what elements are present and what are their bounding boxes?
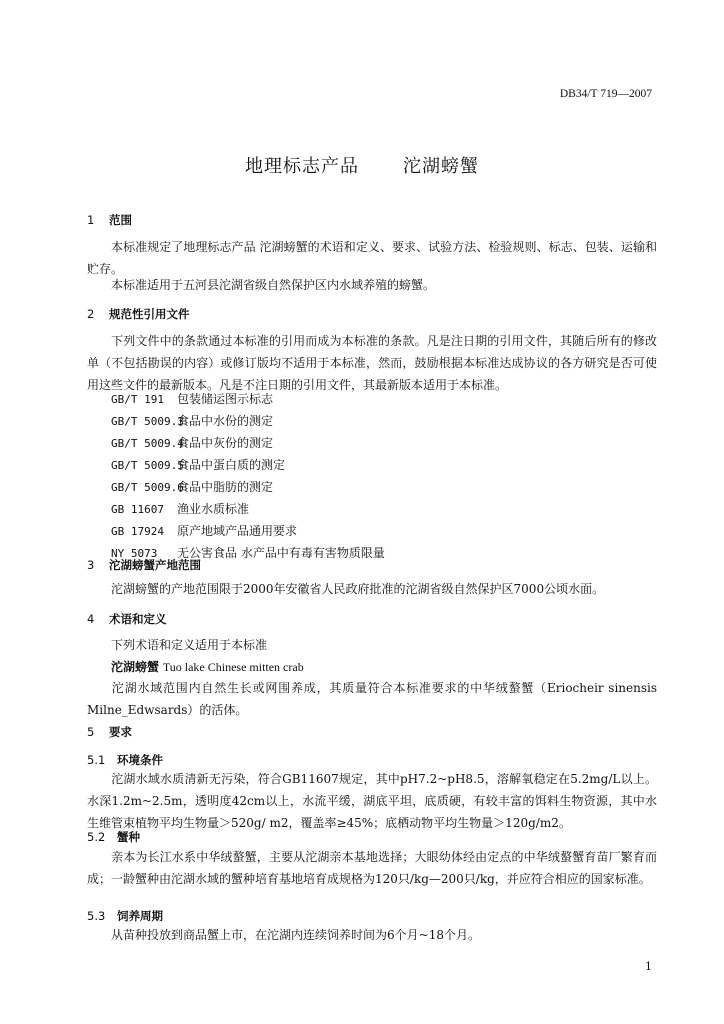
section-3-paragraph-1: 沱湖螃蟹的产地范围限于2000年安徽省人民政府批准的沱湖省级自然保护区7000公顷水面。 [111, 582, 605, 596]
section-1-heading [87, 212, 132, 228]
reference-item: GB/T 5009.5食品中蛋白质的测定 [111, 458, 286, 472]
section-title: 饲养周期 [117, 909, 163, 923]
section-5-2-heading [87, 829, 140, 845]
section-5-3-heading [87, 908, 163, 924]
section-4-heading [87, 611, 167, 627]
section-number: 5.3 [87, 909, 106, 923]
section-title: 环境条件 [117, 753, 163, 767]
section-5-3-paragraph: 从苗种投放到商品蟹上市，在沱湖内连续饲养时间为6个月~18个月。 [111, 928, 480, 942]
section-5-2-paragraph: 亲本为长江水系中华绒螯蟹，主要从沱湖亲本基地选择；大眼幼体经由定点的中华绒螯蟹育苗厂繁育而成；一龄蟹种由沱湖水域的蟹种培育基地培育成规格为120只/kg—200只/kg，并应符合相应的国家标准。 [87, 850, 657, 886]
section-5-heading [87, 724, 132, 740]
section-1-paragraph-1: 本标准规定了地理标志产品 沱湖螃蟹的术语和定义、要求、试验方法、检验规则、标志、包装、运输和贮存。 [87, 240, 657, 276]
reference-item: GB 17924 原产地域产品通用要求 [111, 524, 298, 538]
section-title: 规范性引用文件 [109, 307, 190, 321]
section-title: 术语和定义 [109, 612, 167, 626]
title-part-2: 沱湖螃蟹 [403, 156, 479, 177]
document-title [0, 152, 724, 178]
section-title: 蟹种 [117, 830, 140, 844]
section-number: 5.2 [87, 830, 106, 844]
title-part-1: 地理标志产品 [245, 156, 359, 177]
section-4-paragraph-1: 下列术语和定义适用于本标准 [111, 638, 268, 652]
section-number: 4 [87, 612, 95, 626]
page-number: 1 [645, 960, 652, 973]
section-2-heading [87, 306, 190, 322]
section-number: 3 [87, 558, 95, 572]
section-number: 5 [87, 725, 95, 739]
reference-item: GB/T 191 包装储运图示标志 [111, 392, 274, 406]
reference-item: NY 5073 无公害食品 水产品中有毒有害物质限量 [111, 546, 385, 560]
reference-item: GB 11607 渔业水质标准 [111, 502, 250, 516]
section-1-paragraph-2: 本标准适用于五河县沱湖省级自然保护区内水域养殖的螃蟹。 [111, 278, 436, 292]
section-2-paragraph-1: 下列文件中的条款通过本标准的引用而成为本标准的条款。凡是注日期的引用文件，其随后所有的修改单（不包括勘误的内容）或修订版均不适用于本标准，然而，鼓励根据本标准达成协议的各方研究是否可使用这些文件的最新版本。凡是不注日期的引用文件，其最新版本适用于本标准。 [87, 334, 657, 392]
reference-item: GB/T 5009.4食品中灰份的测定 [111, 436, 274, 450]
section-number: 1 [87, 213, 95, 227]
term-chinese: 沱湖螃蟹 [111, 660, 160, 674]
reference-item: GB/T 5009.6食品中脂肪的测定 [111, 480, 274, 494]
section-3-heading [87, 557, 201, 573]
reference-item: GB/T 5009.3食品中水份的测定 [111, 414, 274, 428]
term-english: Tuo lake Chinese mitten crab [162, 660, 304, 674]
section-title: 范围 [109, 213, 132, 227]
standard-code: DB34/T 719—2007 [559, 88, 652, 100]
section-title: 沱湖螃蟹产地范围 [109, 558, 201, 572]
section-number: 5.1 [87, 753, 106, 767]
section-5-1-heading [87, 752, 163, 768]
section-5-1-paragraph: 沱湖水域水质清新无污染，符合GB11607规定，其中pH7.2~pH8.5，溶解氧稳定在5.2mg/L以上。水深1.2m~2.5m，透明度42cm以上，水流平缓，湖底平坦，底质硬，有较丰富的饵料生物资源，其中水生维管束植物平均生物量＞520g/ m2，覆盖率≥45%；底栖动物平均生物量＞120g/m2。 [87, 772, 657, 830]
section-4-paragraph-2: 沱湖水域范围内自然生长或网围养成，其质量符合本标准要求的中华绒螯蟹（Eriocheir sinensis Milne_Edwsards）的活体。 [87, 681, 657, 717]
section-number: 2 [87, 307, 95, 321]
term-definition-heading [87, 656, 657, 678]
section-title: 要求 [109, 725, 132, 739]
